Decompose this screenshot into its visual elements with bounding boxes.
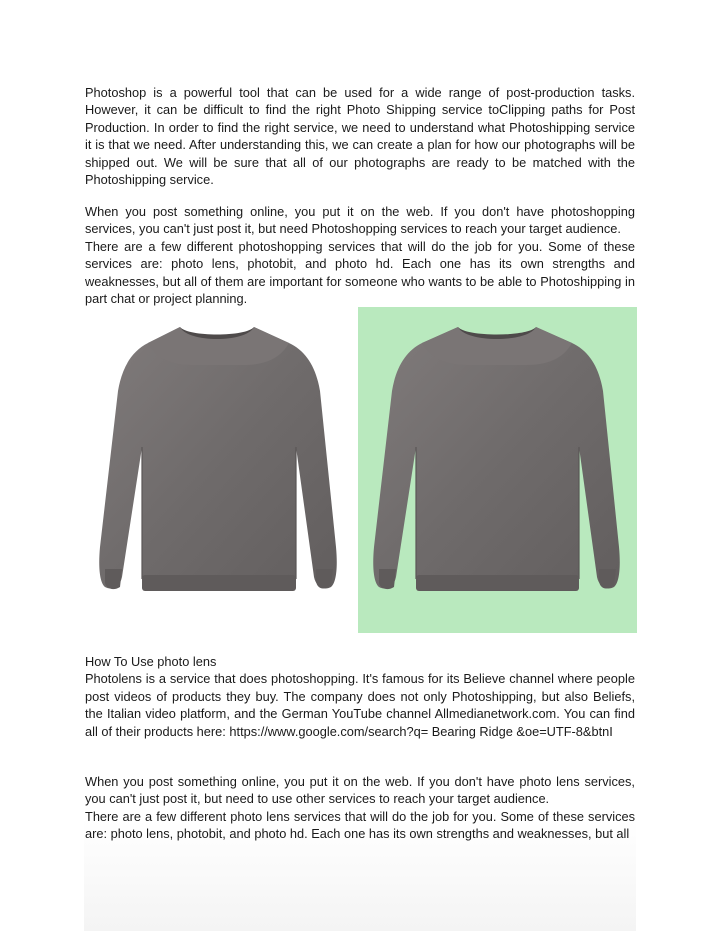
paragraph-line: There are a few different photo lens services that will do the job for you. Some of these services are: photo lens, photobit, and photo hd. Each one has its own strengths and weaknesses, but all [85, 808, 635, 842]
paragraph-photo-lens [85, 773, 635, 843]
sweater-illustration [358, 307, 637, 633]
paragraph-intro [85, 84, 635, 188]
paragraph-line: Photoshop is a powerful tool that can be used for a wide range of post-production tasks. However, it can be difficult to find the right Photo Shipping service toClipping paths for Post Production. In order to find the right service, we need to understand what Photoshipping service it is that we need. After understanding this, we can create a plan for how our photographs will be shipped out. We will be sure that all of our photographs are ready to be matched with the Photoshipping service. [85, 85, 635, 188]
sweater-illustration [84, 307, 354, 633]
section-how-to-use [85, 653, 635, 740]
sweater-photo-original [84, 307, 354, 633]
paragraph-services [85, 203, 635, 307]
sweater-photo-edited [358, 307, 637, 633]
paragraph-line: Photolens is a service that does photoshopping. It's famous for its Believe channel where people post videos of products they buy. The company does not only Photoshipping, but also Beliefs, the Italian video platform, and the German YouTube channel Allmedianetwork.com. You can find all of their products here: https://www.google.com/search?q= Bearing Ridge &oe=UTF-8&btnI [85, 671, 635, 739]
section-heading: How To Use photo lens [85, 654, 217, 669]
paragraph-line: There are a few different photoshopping services that will do the job for you. Some of these services are: photo lens, photobit, and photo hd. Each one has its own strengths and weaknesses, but all of them are important for someone who wants to be able to Photoshipping in part chat or project planning. [85, 238, 635, 307]
paragraph-line: When you post something online, you put it on the web. If you don't have photoshopping services, you can't just post it, but need Photoshopping services to reach your target audience. [85, 204, 635, 237]
paragraph-line: When you post something online, you put it on the web. If you don't have photo lens services, you can't just post it, but need to use other services to reach your target audience. [85, 774, 635, 807]
